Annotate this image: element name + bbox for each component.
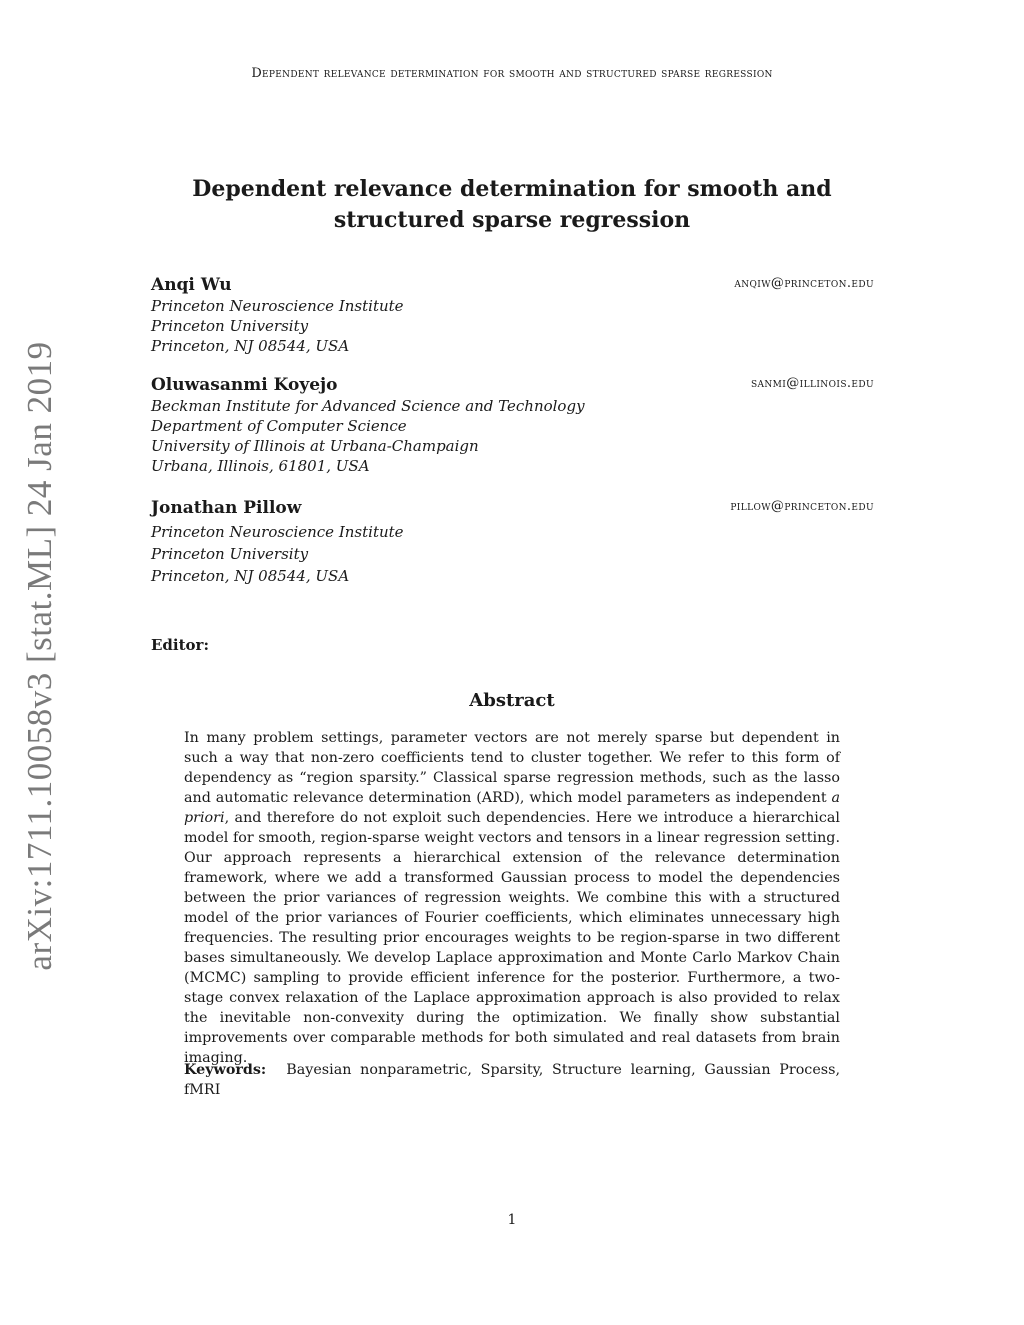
author-affiliation-line: University of Illinois at Urbana-Champaign bbox=[151, 437, 479, 455]
keywords bbox=[184, 1060, 840, 1100]
keywords-text: Bayesian nonparametric, Sparsity, Structure learning, Gaussian Process, fMRI bbox=[184, 1062, 840, 1098]
author-email[interactable]: sanmi@illinois.edu bbox=[750, 376, 874, 391]
author-block-3 bbox=[151, 497, 874, 587]
author-email[interactable]: anqiw@princeton.edu bbox=[734, 276, 874, 291]
author-email[interactable]: pillow@princeton.edu bbox=[730, 499, 874, 514]
author-affiliation-line: Princeton, NJ 08544, USA bbox=[151, 567, 350, 585]
arxiv-identifier-stamp: arXiv:1711.10058v3 [stat.ML] 24 Jan 2019 bbox=[20, 341, 59, 971]
page-number: 1 bbox=[507, 1212, 517, 1228]
abstract-heading: Abstract bbox=[469, 690, 555, 711]
author-name: Oluwasanmi Koyejo bbox=[151, 375, 338, 395]
keywords-label: Keywords: bbox=[184, 1062, 267, 1078]
author-block-2 bbox=[151, 374, 874, 476]
author-affiliation-line: Princeton University bbox=[151, 317, 309, 335]
author-affiliation-line: Beckman Institute for Advanced Science and Technology bbox=[151, 397, 585, 415]
author-affiliation-line: Princeton Neuroscience Institute bbox=[151, 297, 404, 315]
running-head: Dependent relevance determination for smooth and structured sparse regression bbox=[251, 66, 773, 81]
author-block-1 bbox=[151, 274, 874, 356]
abstract-text-part-2: , and therefore do not exploit such dependencies. Here we introduce a hierarchical model for smooth, region-sparse weight vectors and tensors in a linear regression setting. Our approach represents a hierarchical extension of the relevance determination framework, where we add a transformed Gaussian process to model the dependencies between the prior variances of regression weights. We combine this with a structured model of the prior variances of Fourier coefficients, which eliminates unnecessary high frequencies. The resulting prior encourages weights to be region-sparse in two different bases simultaneously. We develop Laplace approximation and Monte Carlo Markov Chain (MCMC) sampling to provide efficient inference for the posterior. Furthermore, a two-stage convex relaxation of the Laplace approximation approach is also provided to relax the inevitable non-convexity during the optimization. We finally show substantial improvements over comparable methods for both simulated and real datasets from brain imaging. bbox=[184, 810, 840, 1066]
author-affiliation-line: Department of Computer Science bbox=[151, 417, 407, 435]
paper-title-line-1: Dependent relevance determination for smooth and bbox=[192, 176, 832, 202]
author-name: Anqi Wu bbox=[151, 275, 232, 295]
author-affiliation-line: Princeton, NJ 08544, USA bbox=[151, 337, 350, 355]
paper-title bbox=[150, 174, 874, 236]
abstract-text-part-1: In many problem settings, parameter vectors are not merely sparse but dependent in such a way that non-zero coefficients tend to cluster together. We refer to this form of dependency as “region sparsity.” Classical sparse regression methods, such as the lasso and automatic relevance determination (ARD), which model parameters as independent bbox=[184, 730, 840, 806]
author-affiliation-line: Urbana, Illinois, 61801, USA bbox=[151, 457, 370, 475]
editor-label: Editor: bbox=[151, 636, 209, 654]
author-name: Jonathan Pillow bbox=[151, 498, 302, 518]
abstract-italic-phrase: a priori bbox=[184, 790, 840, 826]
abstract-body bbox=[184, 728, 840, 1068]
paper-title-line-2: structured sparse regression bbox=[333, 207, 691, 233]
author-affiliation-line: Princeton University bbox=[151, 545, 309, 563]
author-affiliation-line: Princeton Neuroscience Institute bbox=[151, 523, 404, 541]
